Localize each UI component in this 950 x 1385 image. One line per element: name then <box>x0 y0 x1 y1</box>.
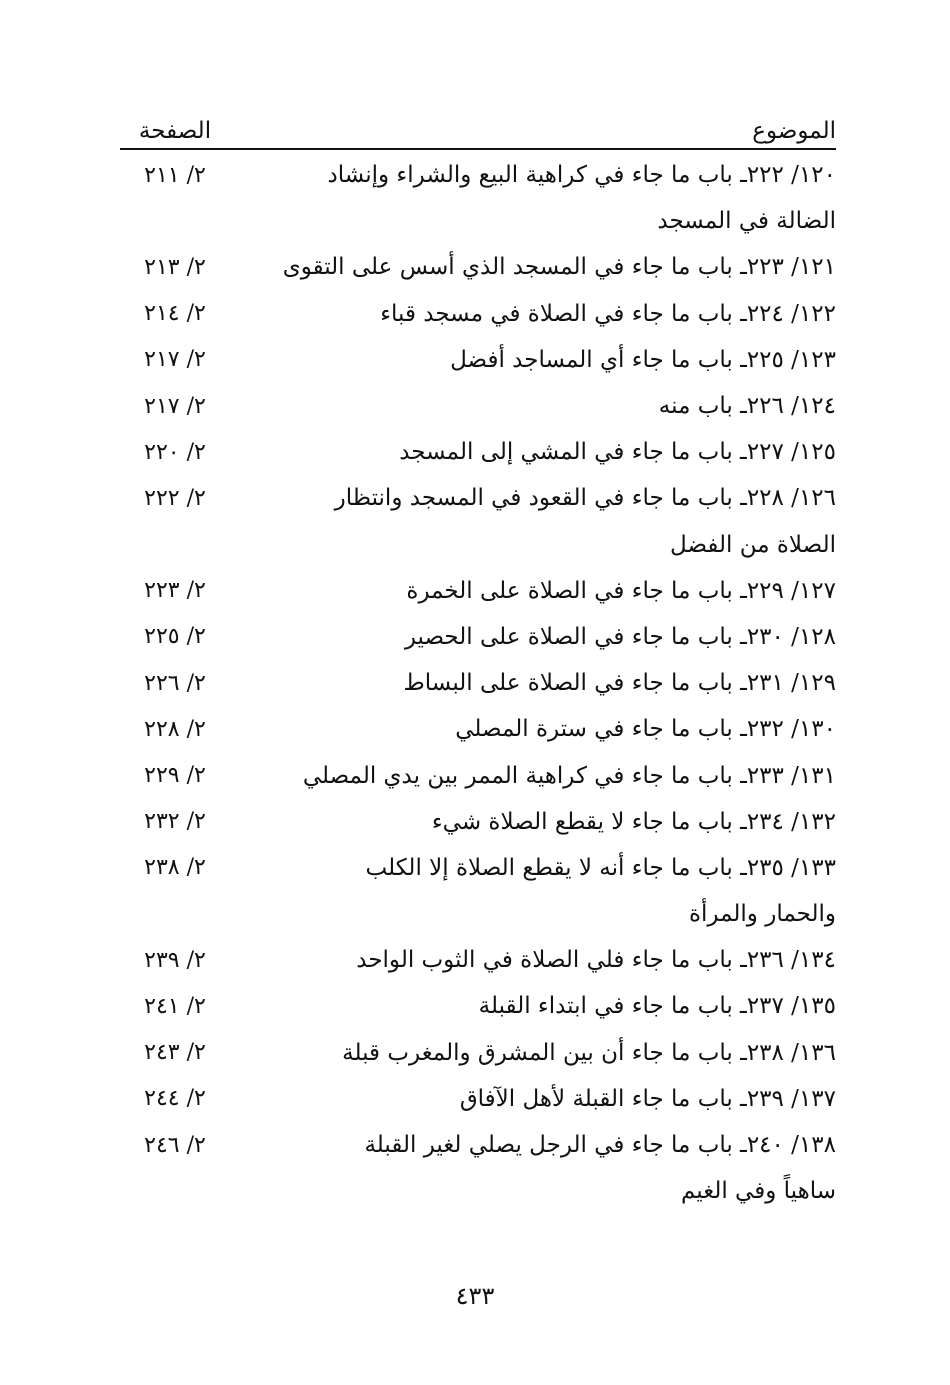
entry-page: ٢/ ٢٣٩ <box>144 947 206 973</box>
entry-page: ٢/ ٢٤١ <box>144 993 206 1019</box>
entry-page: ٢/ ٢٢٠ <box>144 439 206 465</box>
toc-entry <box>120 291 836 337</box>
toc-entry <box>120 706 836 752</box>
toc-entry <box>120 983 836 1029</box>
entry-title: ١٢٩/ ٢٣١ـ باب ما جاء في الصلاة على البساط <box>403 670 836 697</box>
entry-title: الضالة في المسجد <box>657 208 836 235</box>
entry-title: ١٢٧/ ٢٢٩ـ باب ما جاء في الصلاة على الخمرة <box>406 577 836 604</box>
toc-entry <box>120 568 836 614</box>
toc-list <box>120 150 836 1214</box>
toc-entry-continuation <box>120 1168 836 1214</box>
table-of-contents-page <box>120 108 836 1214</box>
entry-page: ٢/ ٢٤٣ <box>144 1040 206 1066</box>
entry-page: ٢/ ٢١٧ <box>144 347 206 373</box>
toc-entry <box>120 845 836 891</box>
toc-entry <box>120 1030 836 1076</box>
toc-entry-continuation <box>120 891 836 937</box>
topic-column-label: الموضوع <box>752 118 836 144</box>
entry-page: ٢/ ٢٤٤ <box>144 1086 206 1112</box>
toc-entry <box>120 244 836 290</box>
toc-entry <box>120 383 836 429</box>
toc-entry <box>120 429 836 475</box>
entry-title: ١٢١/ ٢٢٣ـ باب ما جاء في المسجد الذي أسس على التقوى <box>282 254 836 281</box>
toc-entry-continuation <box>120 522 836 568</box>
entry-title: ١٣٠/ ٢٣٢ـ باب ما جاء في سترة المصلي <box>455 716 836 743</box>
toc-header <box>120 108 836 150</box>
toc-entry <box>120 799 836 845</box>
entry-title: والحمار والمرأة <box>688 901 836 928</box>
entry-page: ٢/ ٢٢٥ <box>144 624 206 650</box>
toc-entry <box>120 475 836 521</box>
entry-title: ١٢٠/ ٢٢٢ـ باب ما جاء في كراهية البيع والشراء وإنشاد <box>327 162 836 189</box>
page-column-label: الصفحة <box>138 118 212 144</box>
toc-entry <box>120 1122 836 1168</box>
toc-entry-continuation <box>120 198 836 244</box>
toc-entry <box>120 152 836 198</box>
toc-entry <box>120 752 836 798</box>
entry-title: ١٣٢/ ٢٣٤ـ باب ما جاء لا يقطع الصلاة شيء <box>431 808 836 835</box>
entry-page: ٢/ ٢١٣ <box>144 254 206 280</box>
entry-title: ١٣٥/ ٢٣٧ـ باب ما جاء في ابتداء القبلة <box>478 993 836 1020</box>
entry-title: ١٢٨/ ٢٣٠ـ باب ما جاء في الصلاة على الحصير <box>404 623 836 650</box>
entry-page: ٢/ ٢١٤ <box>144 301 206 327</box>
entry-title: ١٣٦/ ٢٣٨ـ باب ما جاء أن بين المشرق والمغرب قبلة <box>342 1039 836 1066</box>
entry-title: ١٢٢/ ٢٢٤ـ باب ما جاء في الصلاة في مسجد قباء <box>380 300 836 327</box>
entry-page: ٢/ ٢١٧ <box>144 393 206 419</box>
entry-title: ١٣٧/ ٢٣٩ـ باب ما جاء القبلة لأهل الآفاق <box>459 1085 836 1112</box>
entry-page: ٢/ ٢٢٨ <box>144 716 206 742</box>
toc-entry <box>120 1076 836 1122</box>
entry-title: ساهياً وفي الغيم <box>681 1178 836 1205</box>
entry-title: ١٢٥/ ٢٢٧ـ باب ما جاء في المشي إلى المسجد <box>399 439 836 466</box>
entry-page: ٢/ ٢٤٦ <box>144 1132 206 1158</box>
entry-page: ٢/ ٢٢٢ <box>144 485 206 511</box>
entry-title: ١٢٤/ ٢٢٦ـ باب منه <box>658 393 836 420</box>
entry-title: ١٣٣/ ٢٣٥ـ باب ما جاء أنه لا يقطع الصلاة إلا الكلب <box>365 854 836 881</box>
entry-page: ٢/ ٢٢٣ <box>144 578 206 604</box>
entry-title: ١٣١/ ٢٣٣ـ باب ما جاء في كراهية الممر بين يدي المصلي <box>302 762 836 789</box>
entry-page: ٢/ ٢٣٢ <box>144 809 206 835</box>
toc-entry <box>120 660 836 706</box>
entry-title: ١٢٦/ ٢٢٨ـ باب ما جاء في القعود في المسجد وانتظار <box>334 485 836 512</box>
entry-title: الصلاة من الفضل <box>670 531 836 558</box>
entry-title: ١٣٤/ ٢٣٦ـ باب ما جاء فلي الصلاة في الثوب الواحد <box>356 947 836 974</box>
page-number: ٤٣٣ <box>455 1282 495 1310</box>
toc-entry <box>120 614 836 660</box>
entry-title: ١٣٨/ ٢٤٠ـ باب ما جاء في الرجل يصلي لغير القبلة <box>364 1132 836 1159</box>
entry-page: ٢/ ٢١١ <box>144 162 206 188</box>
toc-entry <box>120 337 836 383</box>
entry-title: ١٢٣/ ٢٢٥ـ باب ما جاء أي المساجد أفضل <box>450 346 836 373</box>
entry-page: ٢/ ٢٢٩ <box>144 763 206 789</box>
entry-page: ٢/ ٢٢٦ <box>144 670 206 696</box>
entry-page: ٢/ ٢٣٨ <box>144 855 206 881</box>
toc-entry <box>120 937 836 983</box>
